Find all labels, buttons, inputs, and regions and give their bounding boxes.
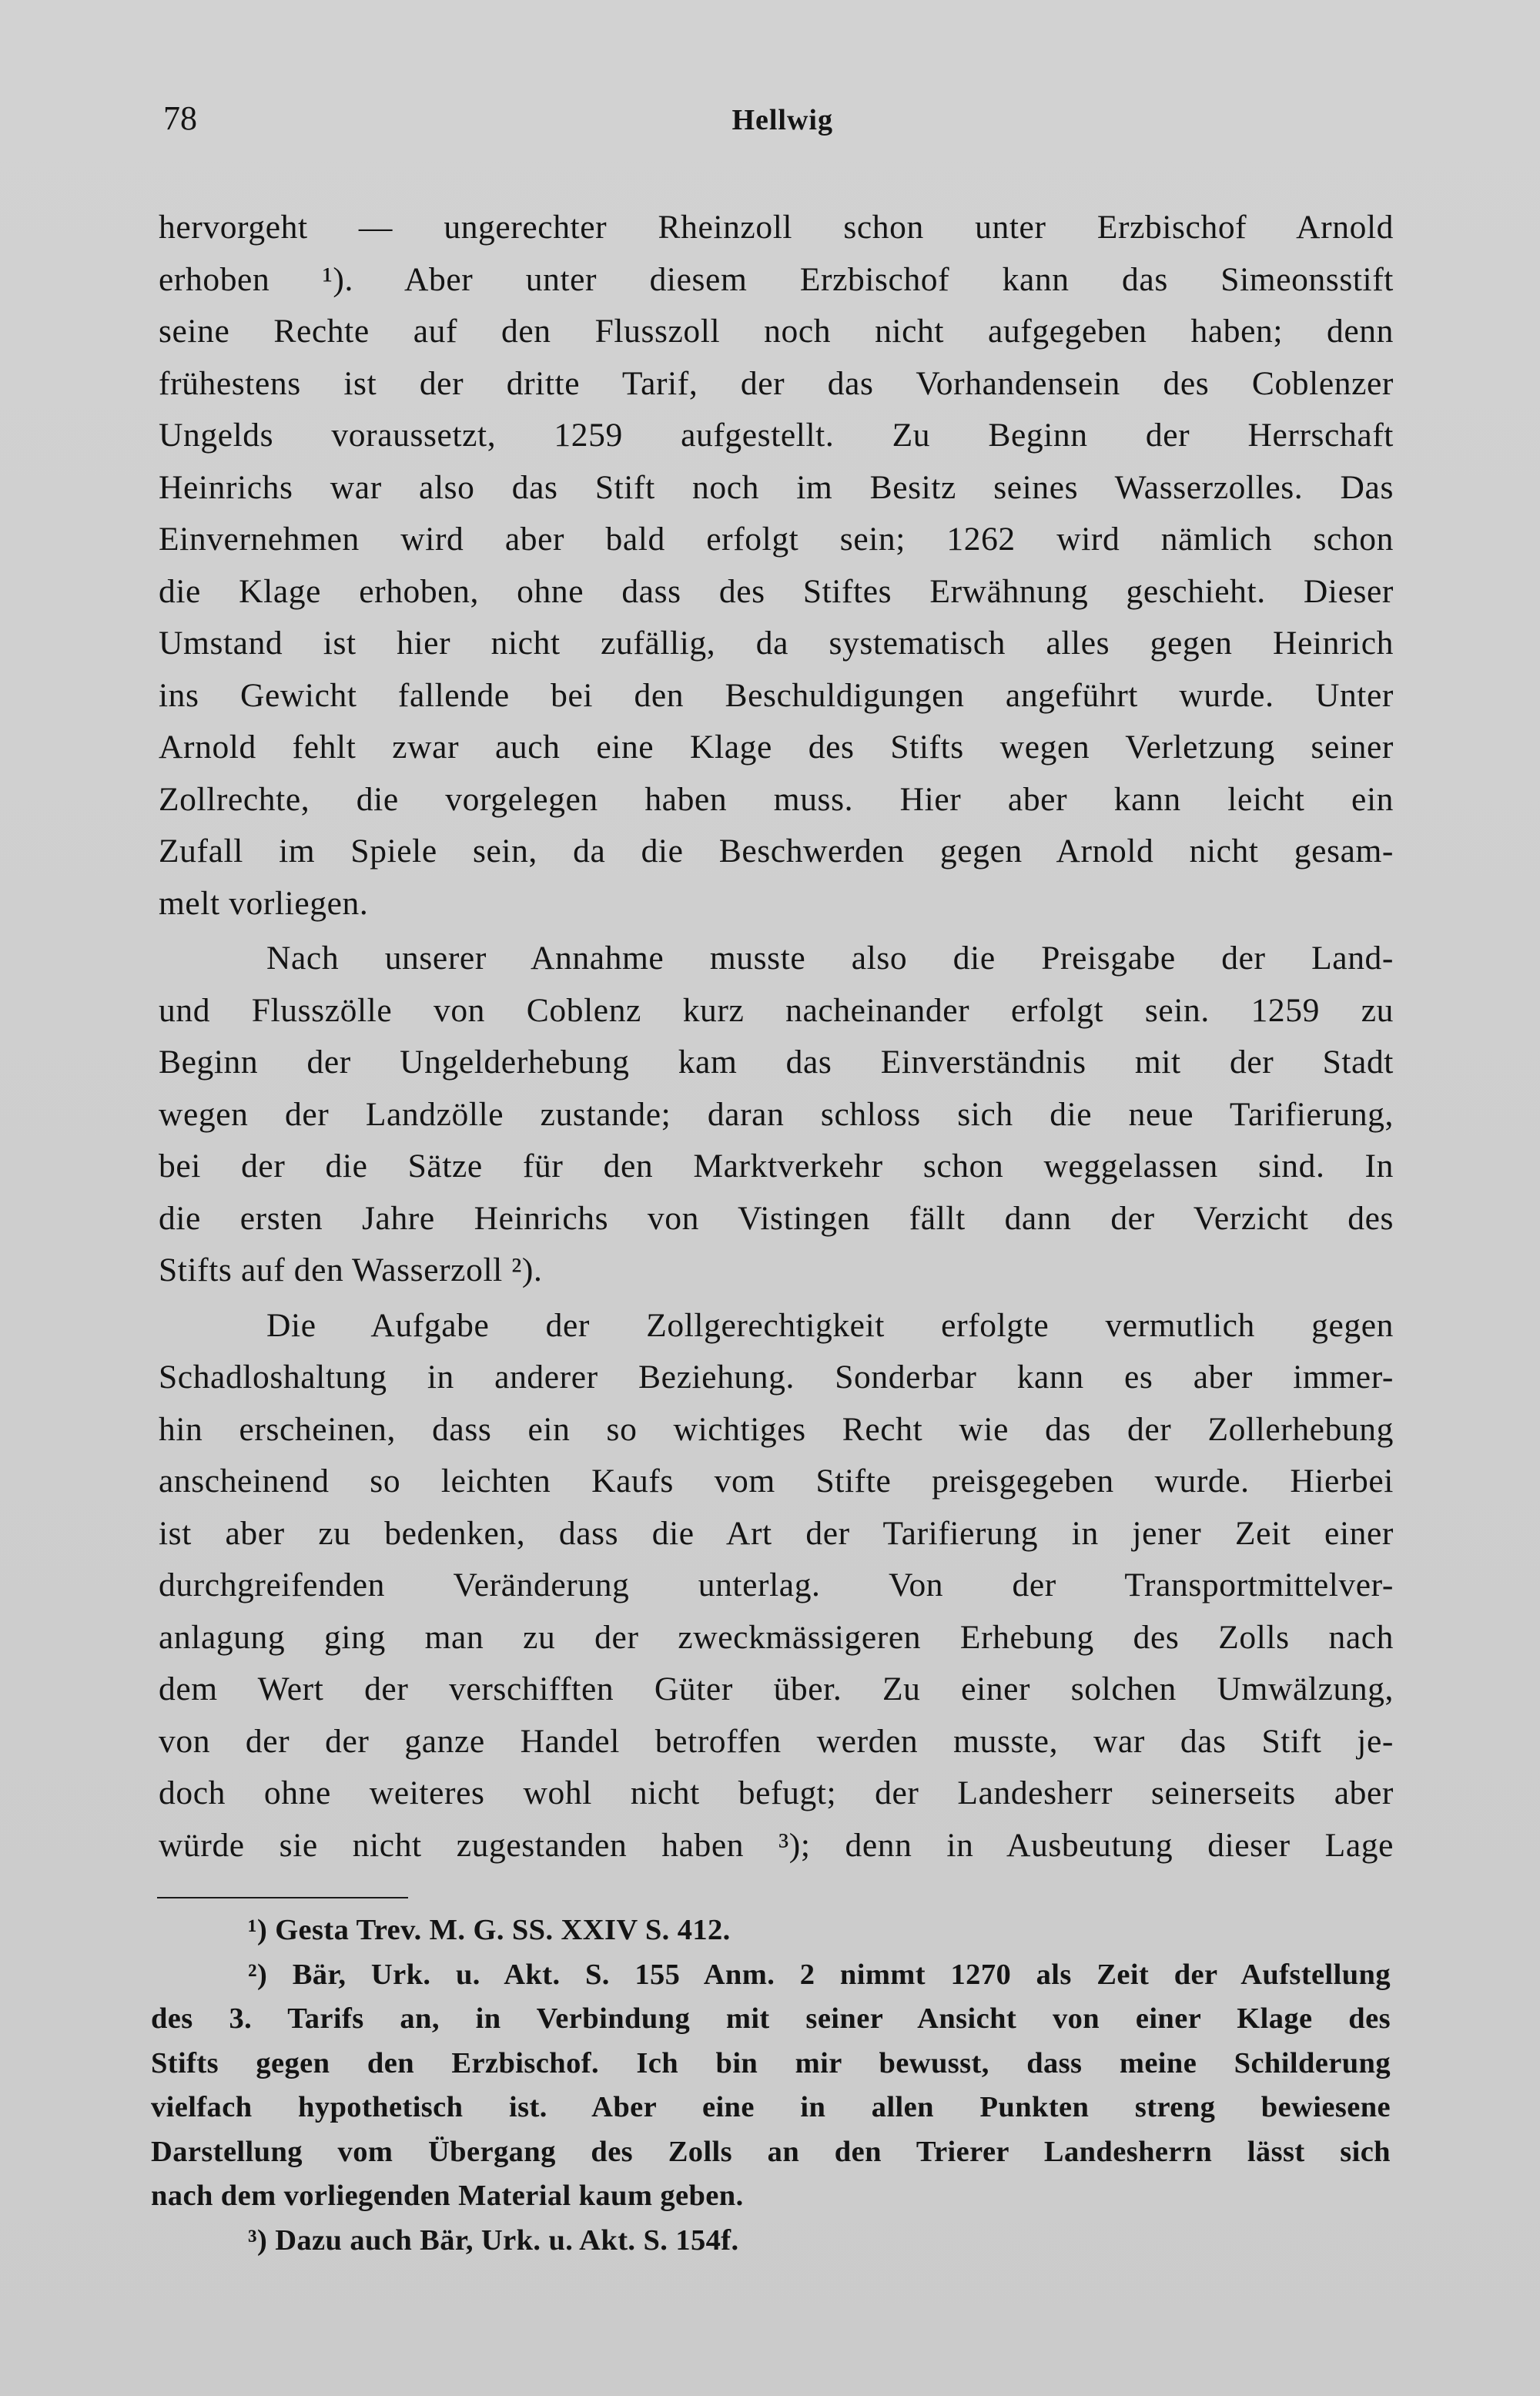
text-line: anlagung ging man zu der zweckmässigeren Erhebung des Zolls nach	[159, 1618, 1394, 1656]
text-line: seine Rechte auf den Flusszoll noch nicht aufgegeben haben; denn	[159, 313, 1394, 350]
text-line: Umstand ist hier nicht zufällig, da systematisch alles gegen Heinrich	[159, 625, 1394, 662]
text-line: durchgreifenden Veränderung unterlag. Von der Transportmittelver-	[159, 1567, 1394, 1603]
text-line: anscheinend so leichten Kaufs vom Stifte preisgegeben wurde. Hierbei	[159, 1463, 1394, 1500]
footnote-2-line: Stifts gegen den Erzbischof. Ich bin mir bewusst, dass meine Schilderung	[151, 2046, 1391, 2079]
text-line: frühestens ist der dritte Tarif, der das Vorhandensein des Coblenzer	[159, 364, 1394, 402]
footnote-3: ³) Dazu auch Bär, Urk. u. Akt. S. 154f.	[248, 2223, 739, 2257]
text-line: ist aber zu bedenken, dass die Art der Tarifierung in jener Zeit einer	[159, 1514, 1394, 1552]
text-line: hervorgeht — ungerechter Rheinzoll schon unter Erzbischof Arnold	[159, 209, 1394, 246]
text-line: doch ohne weiteres wohl nicht befugt; der Landesherr seinerseits aber	[159, 1774, 1394, 1811]
text-line: die Klage erhoben, ohne dass des Stiftes Erwähnung geschieht. Dieser	[159, 572, 1394, 610]
text-line: bei der die Sätze für den Marktverkehr schon weggelassen sind. In	[159, 1148, 1394, 1185]
text-line: Stifts auf den Wasserzoll ²).	[159, 1252, 543, 1288]
text-line: erhoben ¹). Aber unter diesem Erzbischof kann das Simeonsstift	[159, 260, 1394, 298]
text-line: und Flusszölle von Coblenz kurz nacheinander erfolgt sein. 1259 zu	[159, 991, 1394, 1029]
text-line: hin erscheinen, dass ein so wichtiges Recht wie das der Zollerhebung	[159, 1410, 1394, 1448]
text-line: melt vorliegen.	[159, 884, 369, 922]
text-line: Einvernehmen wird aber bald erfolgt sein; 1262 wird nämlich schon	[159, 521, 1394, 558]
running-title: Hellwig	[732, 104, 833, 136]
text-line: Ungelds voraussetzt, 1259 aufgestellt. Zu Beginn der Herrschaft	[159, 417, 1394, 454]
page-number: 78	[163, 99, 197, 137]
main-text	[159, 202, 1394, 1872]
text-line: Schadloshaltung in anderer Beziehung. Sonderbar kann es aber immer-	[159, 1359, 1394, 1396]
footnotes	[151, 1908, 1391, 2263]
footnote-divider	[157, 1897, 408, 1898]
text-line: ins Gewicht fallende bei den Beschuldigungen angeführt wurde. Unter	[159, 676, 1394, 714]
footnote-2-line: vielfach hypothetisch ist. Aber eine in allen Punkten streng bewiesene	[151, 2091, 1391, 2123]
text-line: Heinrichs war also das Stift noch im Besitz seines Wasserzolles. Das	[159, 468, 1394, 506]
text-line: Nach unserer Annahme musste also die Preisgabe der Land-	[266, 940, 1394, 977]
text-line: Zufall im Spiele sein, da die Beschwerden gegen Arnold nicht gesam-	[159, 833, 1394, 870]
footnote-2-line: des 3. Tarifs an, in Verbindung mit seiner Ansicht von einer Klage des	[151, 2002, 1391, 2035]
text-line: wegen der Landzölle zustande; daran schloss sich die neue Tarifierung,	[159, 1095, 1394, 1133]
text-line: würde sie nicht zugestanden haben ³); denn in Ausbeutung dieser Lage	[159, 1826, 1394, 1864]
text-line: von der der ganze Handel betroffen werden musste, war das Stift je-	[159, 1722, 1394, 1760]
footnote-2-line: ²) Bär, Urk. u. Akt. S. 155 Anm. 2 nimmt 1270 als Zeit der Aufstellung	[248, 1958, 1391, 1991]
text-line: dem Wert der verschifften Güter über. Zu einer solchen Umwälzung,	[159, 1670, 1394, 1707]
text-line: Die Aufgabe der Zollgerechtigkeit erfolgte vermutlich gegen	[266, 1306, 1394, 1344]
text-line: Zollrechte, die vorgelegen haben muss. Hier aber kann leicht ein	[159, 780, 1394, 818]
running-head	[163, 99, 1395, 145]
footnote-2-line: nach dem vorliegenden Material kaum geben.	[151, 2180, 744, 2212]
text-line: die ersten Jahre Heinrichs von Vistingen fällt dann der Verzicht des	[159, 1199, 1394, 1237]
text-line: Arnold fehlt zwar auch eine Klage des Stifts wegen Verletzung seiner	[159, 729, 1394, 766]
footnote-2-line: Darstellung vom Übergang des Zolls an den Trierer Landesherrn lässt sich	[151, 2135, 1391, 2168]
text-line: Beginn der Ungelderhebung kam das Einverständnis mit der Stadt	[159, 1044, 1394, 1081]
footnote-1: ¹) Gesta Trev. M. G. SS. XXIV S. 412.	[248, 1914, 731, 1946]
